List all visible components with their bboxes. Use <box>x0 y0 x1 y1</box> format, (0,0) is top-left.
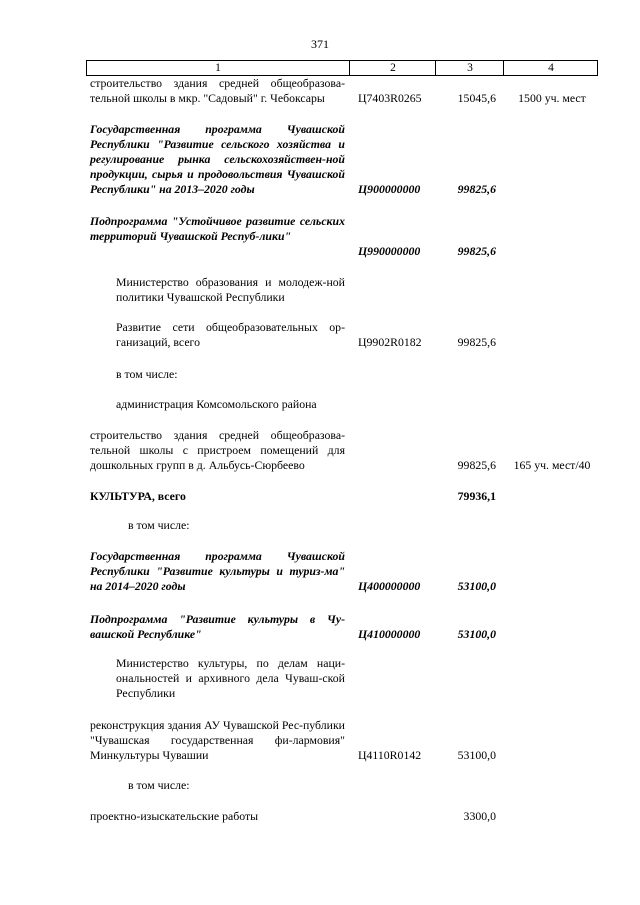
row-description: Развитие сети общеобразовательных ор-ганизаций, всего <box>116 320 345 349</box>
row-description: в том числе: <box>116 367 178 381</box>
row-description: администрация Комсомольского района <box>116 397 317 411</box>
row-code: Ц990000000 <box>358 244 421 258</box>
row-description: Министерство образования и молодеж-ной политики Чувашской Республики <box>116 275 345 304</box>
row-code: Ц410000000 <box>358 627 421 641</box>
header-col-4: 4 <box>503 61 598 75</box>
row-code: Ц400000000 <box>358 579 421 593</box>
row-description: Подпрограмма "Развитие культуры в Чу-вашской Республике" <box>90 612 345 641</box>
row-code: Ц9902R0182 <box>358 335 422 349</box>
header-col-1: 1 <box>215 62 221 74</box>
row-amount: 53100,0 <box>457 627 496 641</box>
row-description: в том числе: <box>128 518 190 532</box>
row-description: Подпрограмма "Устойчивое развитие сельских территорий Чувашской Респуб-лики" <box>90 214 345 243</box>
row-code: Ц4110R0142 <box>358 748 422 762</box>
row-amount: 99825,6 <box>457 244 496 258</box>
table-header <box>86 60 598 76</box>
row-amount: 3300,0 <box>463 809 496 823</box>
row-amount: 15045,6 <box>457 91 496 105</box>
row-code: Ц7403R0265 <box>358 91 422 105</box>
row-amount: 79936,1 <box>457 489 496 503</box>
row-amount: 99825,6 <box>457 335 496 349</box>
row-description: строительство здания средней общеобразова-тельной школы в мкр. "Садовый" г. Чебоксары <box>90 76 345 105</box>
row-amount: 99825,6 <box>457 458 496 472</box>
row-code: Ц900000000 <box>358 182 421 196</box>
header-col-3: 3 <box>435 61 504 75</box>
row-description: Государственная программа Чувашской Республики "Развитие сельского хозяйства и регулирование рынка сельскохозяйствен-ной продукции, сырья и продовольствия Чувашской Республики" на 2013–2020 годы <box>90 122 345 196</box>
row-amount: 53100,0 <box>457 579 496 593</box>
row-description: КУЛЬТУРА, всего <box>90 489 186 503</box>
row-amount: 99825,6 <box>457 182 496 196</box>
row-amount: 53100,0 <box>457 748 496 762</box>
row-capacity: 165 уч. мест/40 <box>513 458 591 472</box>
page-number: 371 <box>311 37 329 51</box>
header-col-2: 2 <box>349 61 436 75</box>
row-description: реконструкция здания АУ Чувашской Рес-публики "Чувашская государственная фи-лармовия" Минкультуры Чувашии <box>90 718 345 762</box>
row-description: проектно-изыскательские работы <box>90 809 259 823</box>
row-description: строительство здания средней общеобразова-тельной школы с пристроем помещений для дошкольных групп в д. Альбусь-Сюрбеево <box>90 428 345 472</box>
row-description: Государственная программа Чувашской Республики "Развитие культуры и туриз-ма" на 2014–2020 годы <box>90 549 345 593</box>
row-description: Министерство культуры, по делам наци-ональностей и архивного дела Чуваш-ской Республики <box>116 656 345 700</box>
row-description: в том числе: <box>128 778 190 792</box>
row-capacity: 1500 уч. мест <box>518 91 586 105</box>
